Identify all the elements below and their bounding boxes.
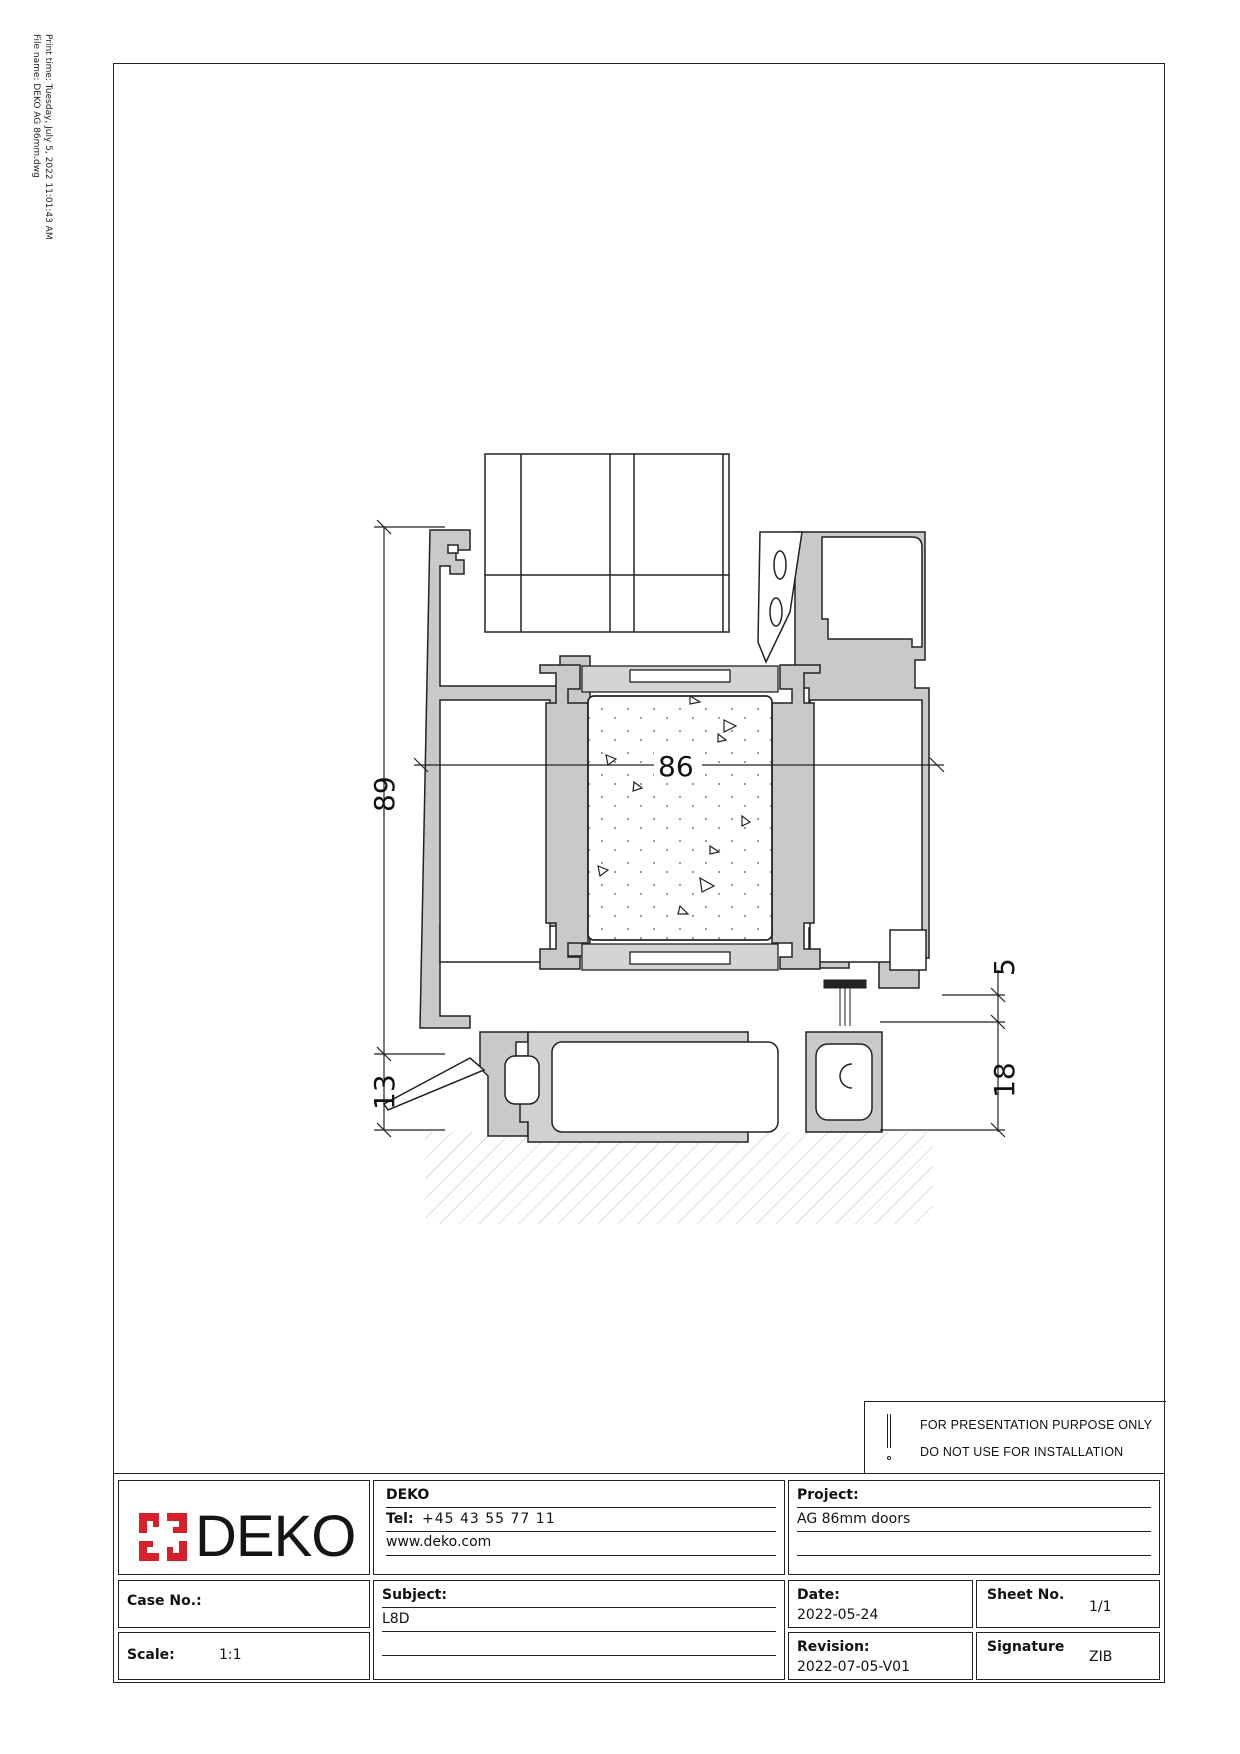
revision-label: Revision: <box>797 1639 870 1655</box>
subject-value: L8D <box>382 1611 410 1627</box>
floor-hatch <box>425 1132 933 1224</box>
tel-label: Tel: <box>386 1511 414 1527</box>
subject-cell <box>373 1580 785 1680</box>
weather-seal <box>824 980 866 1026</box>
project-label: Project: <box>797 1487 859 1503</box>
sheet-no-cell <box>976 1580 1160 1628</box>
date-cell <box>788 1580 973 1628</box>
company-name: DEKO <box>386 1487 430 1503</box>
deko-logo-mark-icon <box>139 1513 187 1561</box>
title-block <box>113 1473 1165 1683</box>
presentation-warning <box>864 1401 1166 1473</box>
signature-cell <box>976 1632 1160 1680</box>
project-cell <box>788 1480 1160 1575</box>
warning-line-2: DO NOT USE FOR INSTALLATION <box>920 1445 1124 1459</box>
dim-width-86: 86 <box>658 750 694 783</box>
date-value: 2022-05-24 <box>797 1607 879 1623</box>
revision-value: 2022-07-05-V01 <box>797 1659 910 1675</box>
scale-value: 1:1 <box>219 1647 242 1663</box>
panel-core <box>588 696 772 940</box>
sheet-no-value: 1/1 <box>1089 1599 1112 1615</box>
revision-cell <box>788 1632 973 1680</box>
file-name: File name: DEKO AG 86mm.dwg <box>31 34 41 178</box>
dim-bottom-13: 13 <box>368 1074 401 1110</box>
print-time: Print time: Tuesday, July 5, 2022 11:01:43 AM <box>43 34 53 240</box>
tel-value: +45 43 55 77 11 <box>422 1511 556 1527</box>
company-cell <box>373 1480 785 1575</box>
exclamation-icon <box>887 1414 891 1460</box>
threshold-profile <box>384 1032 882 1142</box>
project-value: AG 86mm doors <box>797 1511 911 1527</box>
company-website: www.deko.com <box>386 1534 492 1550</box>
right-frame-profile <box>795 532 929 988</box>
subject-label: Subject: <box>382 1587 447 1603</box>
scale-label: Scale: <box>127 1647 175 1663</box>
warning-line-1: FOR PRESENTATION PURPOSE ONLY <box>920 1418 1153 1432</box>
sheet-no-label: Sheet No. <box>987 1587 1065 1603</box>
date-label: Date: <box>797 1587 840 1603</box>
signature-label: Signature <box>987 1639 1065 1655</box>
company-logo <box>139 1504 356 1569</box>
signature-value: ZIB <box>1089 1649 1113 1665</box>
door-handle <box>485 454 729 632</box>
dim-gap-5: 5 <box>988 958 1021 976</box>
dim-sill-18: 18 <box>988 1062 1021 1098</box>
logo-wordmark: DEKO <box>195 1504 356 1569</box>
scale-cell <box>118 1632 370 1680</box>
case-no-cell <box>118 1580 370 1628</box>
logo-cell <box>118 1480 370 1575</box>
dim-height-89: 89 <box>368 776 401 812</box>
case-no-label: Case No.: <box>127 1593 202 1609</box>
